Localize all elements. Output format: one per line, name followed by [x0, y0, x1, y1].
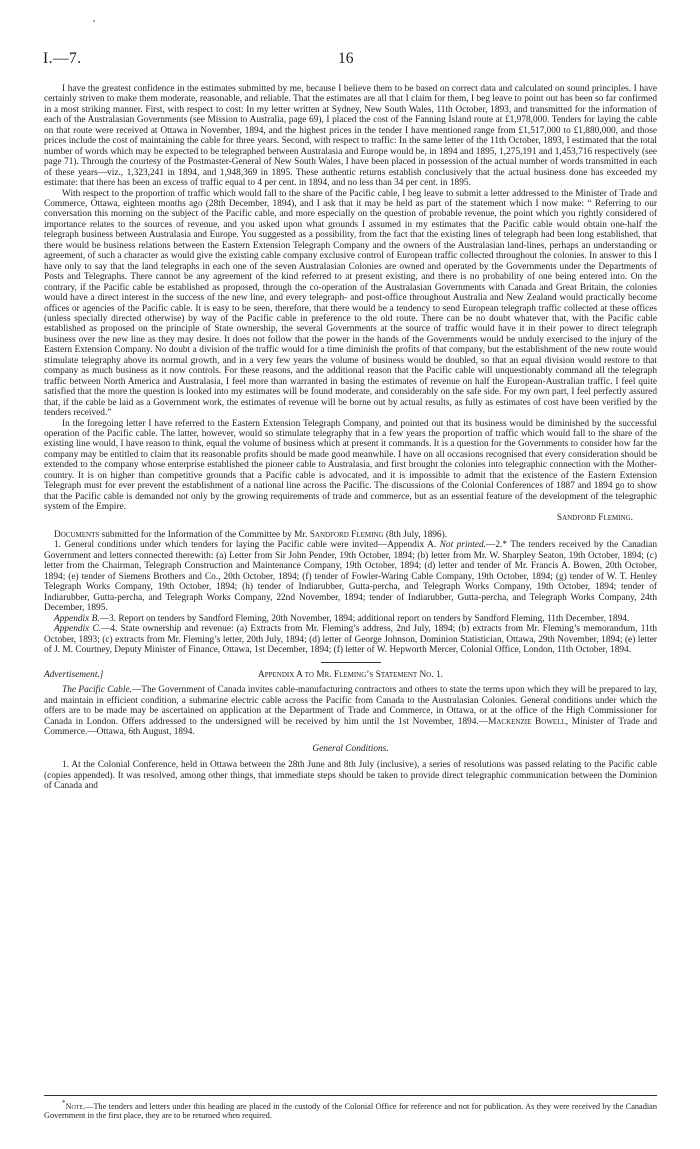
documents-heading-name: Sandford Fleming — [309, 530, 384, 541]
body-text — [44, 84, 657, 792]
general-conditions-item-1: 1. At the Colonial Conference, held in Ottawa between the 28th June and 8th July (inclusive), a series of resolutions was passed relating to the Pacific cable (copies appended). It was resolved, among other things, that immediate steps should be taken to provide direct telegraphic communication between the Dominion of Canada and — [44, 760, 657, 792]
item-1-text: 1. General conditions under which tenders for laying the Pacific cable were invited—Appendix A. — [54, 540, 440, 551]
documents-section — [44, 530, 657, 655]
page-identifier: I.—7. — [43, 50, 82, 67]
paragraph-estimates: I have the greatest confidence in the estimates submitted by me, because I believe them to be based on correct data and calculated on sound principles. I have certainly striven to make them moderate, reasonable, and reliable. That the estimates are all that I claim for them, I beg leave to point out has been so far confirmed in a most striking manner. First, with respect to cost: In my letter written at Sydney, New South Wales, 11th October, 1893, and transmitted for the information of each of the Australasian Governments (see Mission to Australia, page 69), I placed the cost of the Fanning Island route at £1,978,000. Tenders for laying the cable on that route were received at Ottawa in November, 1894, and the highest prices in the tender I have mentioned range from £1,517,000 to £1,880,000, and those prices include the cost of maintaining the cable for three years. Second, with respect to traffic: In the same letter of the 11th October, 1893, I estimated that the total number of words which may be expected to be telegraphed between Australasia and Europe would be, in 1894 and 1895, 1,275,191 and 1,453,716 respectively (see page 71). Through the courtesy of the Postmaster-General of New South Wales, I have been placed in possession of the actual number of words transmitted in each of these years—viz., 1,323,241 in 1894, and 1,948,369 in 1895. These authentic returns establish conclusively that the actual business done has exceeded my estimate: that there has been an excess of traffic equal to 4 per cent. in 1894, and no less than 34 per cent. in 1895. — [44, 84, 657, 189]
pacific-cable-paragraph — [44, 685, 657, 737]
item-1-dash: — — [486, 540, 496, 551]
signature-name: Sandford Fleming. — [556, 512, 633, 523]
signer-title: , Minister of Trade and Commerce.—Ottawa, 6th August, 1894. — [44, 716, 658, 738]
page-number: 16 — [338, 50, 354, 67]
footnote — [44, 1099, 657, 1121]
paragraph-traffic-letter: With respect to the proportion of traffic which would fall to the share of the Pacific cable, I beg leave to submit a letter addressed to the Minister of Trade and Commerce, Ottawa, eighteen months ago (28th December, 1894), and I ask that it may be held as part of the statement which I now make: “ Referring to our conversation this morning on the subject of the Pacific cable, and more especially on the question of probable revenue, the point which you rightly considered of importance relates to the sources of revenue, and you asked upon what grounds I assumed in my estimates that the Pacific cable would obtain one-half the telegraph business between Australasia and Europe. You suggested as a possibility, from the fact that the existing lines of telegraph had been long established, that there would be business relations between the Eastern Extension Telegraph Company and the owners of the Australasian land-lines, perhaps an understanding or agreement, of such a character as would give the existing cable company exclusive control of European traffic collected throughout the colonies. In answer to this I have only to say that the land telegraphs in each one of the seven Australasian Colonies are owned and operated by the Governments under the Departments of Posts and Telegraphs. There cannot be any agreement of the kind referred to at present existing, and there is no probability of one being entered into. On the contrary, if the Pacific cable be established as proposed, through the co-operation of the Australasian Governments with Canada and Great Britain, the colonies would have a direct interest in the success of the new line, and every telegraph- and post-office throughout Australia and New Zealand would practically become offices or agencies of the Pacific cable. It is easy to be seen, therefore, that there would be a tendency to send European telegraph traffic collected at these offices (unless specially directed otherwise) by way of the Pacific cable in preference to the old route. There can be no doubt whatever that, with the Pacific cable established as proposed on the principle of State ownership, the several Governments at the source of traffic would have it in their power to direct telegraph business over the new line as they may desire. It does not follow that the power in the hands of the Governments would be unduly exercised to the injury of the Eastern Extension Company. No doubt a division of the traffic would for a time diminish the profits of that company, but the establishment of the new route would stimulate telegraphy above its normal growth, and in a very few years the volume of business would be doubled, so that an equal division would restore to that company as much business as it now controls. For these reasons, and the additional reason that the Pacific cable will unquestionably command all the telegraph traffic between North America and Australasia, I feel more than warranted in basing the estimates of revenue on half the European-Australian traffic. I feel quite satisfied that the more the question is looked into my estimates will be found moderate, and considerably on the safe side. For my own part, I feel perfectly assured that, if the cable be laid as a Government work, the estimates of revenue will be borne out by actual results, as fully as estimates of cost have been verified by the tenders received.” — [44, 188, 657, 419]
item-4-text: —4. State ownership and revenue: (a) Extracts from Mr. Fleming’s address, 2nd July, 1894; (b) extracts from Mr. Fleming’s memorandum, 11th October, 1893; (c) extracts from Mr. Fleming’s letter, 20th July, 1894; (d) letter of George Johnson, Dominion Statistician, Ottawa, 29th November, 1894; (e) letter of J. M. Courtney, Deputy Minister of Finance, Ottawa, 1st December, 1894; (f) letter of W. Hepworth Mercer, Colonial Office, London, 11th October, 1894. — [44, 624, 657, 656]
pacific-cable-text: —The Government of Canada invites cable-manufacturing contractors and others to state the terms upon which they will be prepared to lay, and maintain in efficient condition, a submarine electric cable across the Pacific from Canada to the Australasian Colonies. General conditions under which the offers are to be made may be ascertained on application at the Department of Trade and Commerce, in Ottawa, or at the office of the High Commissioner for Canada in London. Offers addressed to the undersigned will be received by him until the 1st November, 1894.— — [44, 685, 657, 727]
appendix-a-heading-row — [44, 670, 657, 683]
item-3-text: —3. Report on tenders by Sandford Fleming, 20th November, 1894; additional report on tenders by Sandford Fleming, 11th December, 1894. — [99, 613, 630, 624]
scan-speck — [93, 20, 95, 22]
footnote-text: —The tenders and letters under this heading are placed in the custody of the Colonial Office for reference and not for publication. As they were received by the Canadian Government in the first place, they are to be returned when required. — [44, 1101, 657, 1121]
section-divider — [321, 662, 381, 663]
footnote-rule — [44, 1095, 657, 1096]
appendix-b-label: Appendix B. — [54, 613, 100, 624]
documents-heading — [44, 530, 657, 540]
pacific-cable-label: The Pacific Cable. — [62, 685, 132, 696]
item-1-note: Not printed. — [439, 540, 486, 551]
documents-heading-mid: submitted for the Information of the Committee by Mr. — [99, 530, 310, 541]
general-conditions-heading: General Conditions. — [312, 743, 389, 754]
appendix-c-label: Appendix C. — [54, 624, 102, 635]
signer-name: Mackenzie Bowell — [488, 716, 566, 727]
documents-item-3 — [44, 614, 657, 624]
footnote-marker: * — [62, 1100, 66, 1107]
documents-heading-prefix: Documents — [54, 530, 100, 541]
documents-item-2: 2.* The tenders received by the Canadian Government and letters connected therewith: (a) Letter from Sir John Pender, 19th October, 1894; (b) letter from Mr. W. Sharpley Seaton, 19th October, 1894; (c) letter from the Chairman, Telegraph Construction and Maintenance Company, 19th October, 1894; (d) letter and tender of Mr. Francis A. Bowen, 20th October, 1894; (e) tender of Siemens Brothers and Co., 20th October, 1894; (f) tender of Fowler-Waring Cable Company, 19th October, 1894; (g) tender of W. T. Henley Telegraph Works Company, 19th October, 1894; (h) tender of Indiarubber, Gutta-percha, and Telegraph Works Company, 19th October, 1894; tender of Indiarubber, Gutta-percha, and Telegraph Works Company, 22nd November, 1894; tender of Indiarubber, Gutta-percha, and Telegraph Works Company, 24th December, 1895. — [44, 540, 657, 614]
documents-item-4 — [44, 624, 657, 655]
appendix-a-title: Appendix A to Mr. Fleming’s Statement No. 1. — [257, 670, 444, 681]
documents-heading-suffix: (8th July, 1896). — [383, 530, 448, 541]
footnote-label: Note. — [65, 1101, 86, 1111]
advertisement-label: Advertisement.] — [44, 670, 104, 681]
signature — [44, 513, 657, 523]
paragraph-eastern-extension: In the foregoing letter I have referred to the Eastern Extension Telegraph Company, and pointed out that its business would be diminished by the successful operation of the Pacific cable. The latter, however, would so stimulate telegraphy that in a few years the proportion of traffic which would fall to the share of the existing line would, I have reason to think, equal the volume of business which at present it commands. It is a question for the Governments to consider how far the company may be entitled to claim that its reasonable profits should be made good meanwhile. I have on all occasions recognised that every consideration should be extended to the company whose enterprise established the pioneer cable to Australasia, and first brought the colonies into telegraphic connection with the Mother-country. It is on higher than competitive grounds that a Pacific cable is advocated, and it is impossible to admit that the existence of the Eastern Extension Telegraph must for ever prevent the establishment of a national line across the Pacific. The discussions of the Colonial Conferences of 1887 and 1894 go to show that the Pacific cable is demanded not only by the growing requirements of trade and commerce, but as an essential feature of the development of the telegraphic system of the Empire. — [44, 418, 657, 513]
documents-item-1 — [44, 540, 657, 613]
